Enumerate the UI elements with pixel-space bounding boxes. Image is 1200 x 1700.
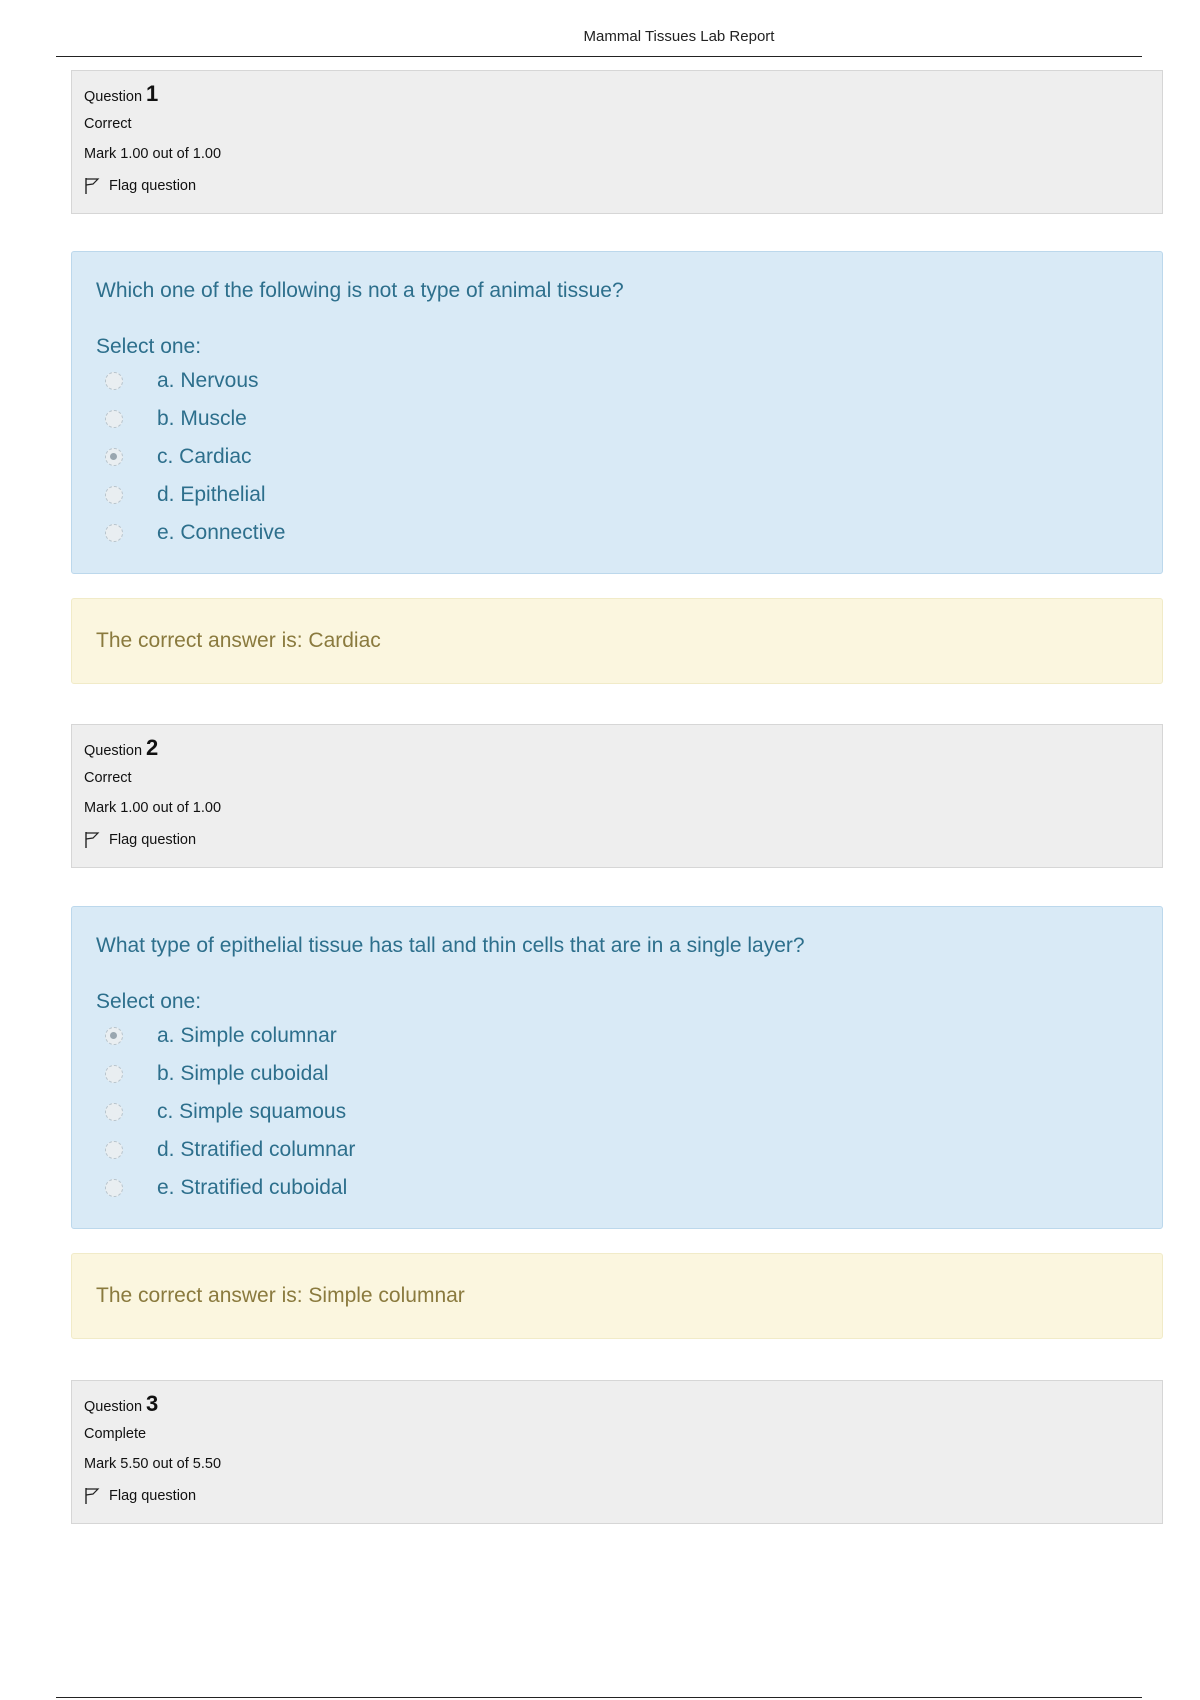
question-label: Question bbox=[84, 89, 143, 105]
select-prompt: Select one: bbox=[96, 335, 202, 358]
answer-list bbox=[96, 362, 1138, 552]
flag-question-label: Flag question bbox=[109, 832, 197, 848]
answer-option-e[interactable] bbox=[96, 514, 1138, 552]
question-text: Which one of the following is not a type of animal tissue? bbox=[96, 279, 624, 302]
page-footer-divider bbox=[56, 1697, 1142, 1698]
question-feedback-1 bbox=[71, 598, 1163, 684]
question-content-2 bbox=[71, 906, 1163, 1229]
answer-option-b[interactable] bbox=[96, 1055, 1138, 1093]
flag-question-button[interactable] bbox=[84, 1479, 1150, 1513]
radio-button[interactable] bbox=[105, 372, 123, 390]
question-heading bbox=[84, 1389, 1150, 1419]
radio-button[interactable] bbox=[105, 1179, 123, 1197]
question-feedback-2 bbox=[71, 1253, 1163, 1339]
answer-label: d. Epithelial bbox=[157, 483, 266, 506]
question-label: Question bbox=[84, 743, 143, 759]
radio-button-selected[interactable] bbox=[105, 1027, 123, 1045]
question-state: Correct bbox=[84, 116, 132, 132]
question-number: 3 bbox=[146, 1391, 159, 1416]
question-heading bbox=[84, 733, 1150, 763]
answer-label: e. Connective bbox=[157, 521, 286, 544]
answer-option-b[interactable] bbox=[96, 400, 1138, 438]
radio-button[interactable] bbox=[105, 410, 123, 428]
answer-label: c. Cardiac bbox=[157, 445, 252, 468]
question-grade: Mark 1.00 out of 1.00 bbox=[84, 146, 222, 162]
radio-button[interactable] bbox=[105, 1065, 123, 1083]
answer-label: c. Simple squamous bbox=[157, 1100, 347, 1123]
answer-option-c[interactable] bbox=[96, 1093, 1138, 1131]
correct-answer-text: The correct answer is: Cardiac bbox=[96, 629, 381, 652]
question-number: 2 bbox=[146, 735, 159, 760]
radio-button[interactable] bbox=[105, 1141, 123, 1159]
radio-button[interactable] bbox=[105, 524, 123, 542]
question-info-3 bbox=[71, 1380, 1163, 1524]
answer-option-d[interactable] bbox=[96, 476, 1138, 514]
question-label: Question bbox=[84, 1399, 143, 1415]
select-prompt: Select one: bbox=[96, 990, 202, 1013]
answer-list bbox=[96, 1017, 1138, 1207]
flag-question-label: Flag question bbox=[109, 1488, 197, 1504]
flag-question-button[interactable] bbox=[84, 169, 1150, 203]
answer-label: d. Stratified columnar bbox=[157, 1138, 356, 1161]
question-state: Complete bbox=[84, 1426, 147, 1442]
radio-button[interactable] bbox=[105, 1103, 123, 1121]
answer-option-a[interactable] bbox=[96, 362, 1138, 400]
correct-answer-text: The correct answer is: Simple columnar bbox=[96, 1284, 465, 1307]
answer-label: a. Nervous bbox=[157, 369, 259, 392]
answer-label: a. Simple columnar bbox=[157, 1024, 337, 1047]
flag-question-label: Flag question bbox=[109, 178, 197, 194]
flag-question-button[interactable] bbox=[84, 823, 1150, 857]
answer-label: b. Simple cuboidal bbox=[157, 1062, 329, 1085]
question-grade: Mark 5.50 out of 5.50 bbox=[84, 1456, 222, 1472]
answer-option-c[interactable] bbox=[96, 438, 1138, 476]
question-text: What type of epithelial tissue has tall and thin cells that are in a single layer? bbox=[96, 934, 805, 957]
answer-label: b. Muscle bbox=[157, 407, 247, 430]
radio-button-selected[interactable] bbox=[105, 448, 123, 466]
question-heading bbox=[84, 79, 1150, 109]
answer-option-d[interactable] bbox=[96, 1131, 1138, 1169]
answer-option-a[interactable] bbox=[96, 1017, 1138, 1055]
page-header bbox=[56, 28, 1142, 57]
question-content-1 bbox=[71, 251, 1163, 574]
question-grade: Mark 1.00 out of 1.00 bbox=[84, 800, 222, 816]
radio-button[interactable] bbox=[105, 486, 123, 504]
page-title: Mammal Tissues Lab Report bbox=[583, 28, 775, 45]
answer-option-e[interactable] bbox=[96, 1169, 1138, 1207]
question-number: 1 bbox=[146, 81, 159, 106]
answer-label: e. Stratified cuboidal bbox=[157, 1176, 348, 1199]
question-info-1 bbox=[71, 70, 1163, 214]
question-info-2 bbox=[71, 724, 1163, 868]
question-state: Correct bbox=[84, 770, 132, 786]
flag-icon bbox=[84, 177, 100, 195]
flag-icon bbox=[84, 1487, 100, 1505]
flag-icon bbox=[84, 831, 100, 849]
